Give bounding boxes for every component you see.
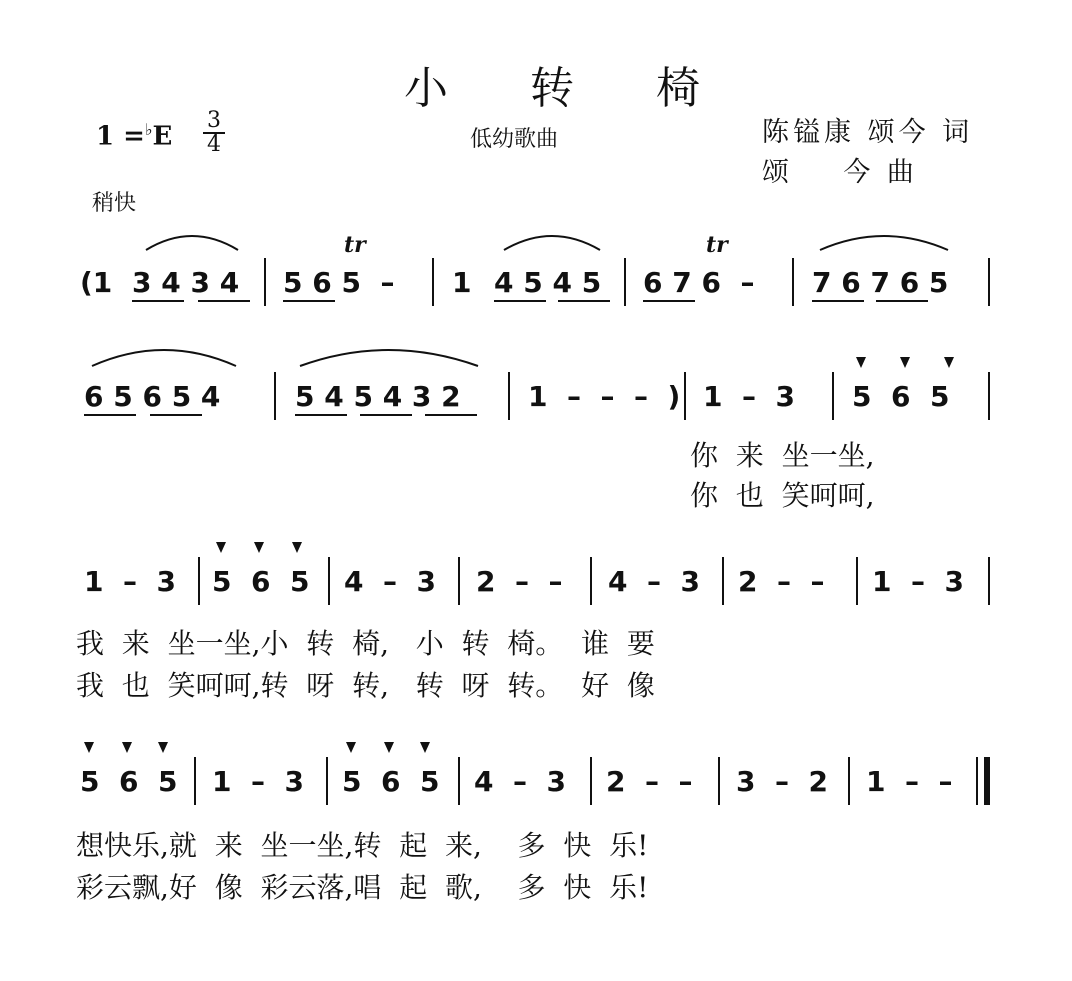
measure-5: 7 6 7 6 5 [812,266,949,299]
measure-11: 1 – 3 [84,565,176,598]
time-top: 3 [207,108,221,133]
measure-7: 5 4 5 4 3 2 [295,380,461,413]
measure-1b: 3 4 3 4 [132,266,240,299]
trill-mark: tr [706,232,728,258]
slur [504,236,600,250]
measure-2: 5 6 5 – [283,266,395,299]
measure-24: 1 – – [866,765,953,798]
key-note: E [152,121,173,152]
measure-22: 2 – – [606,765,693,798]
slur [300,350,478,366]
slur [146,236,238,250]
trill-mark: tr [344,232,366,258]
flat-sign: ♭ [144,120,153,139]
measure-13: 4 – 3 [344,565,436,598]
lyric-line: 我 也 笑呵呵,转 呀 转, 转 呀 转。 好 像 [76,669,655,702]
song-title: 小 转 椅 [404,63,734,114]
lyric-line: 你 也 笑呵呵, [690,479,875,512]
song-style: 低幼歌曲 [470,127,559,152]
slur [92,350,236,366]
measure-16: 2 – – [738,565,825,598]
measure-21: 4 – 3 [474,765,566,798]
measure-6: 6 5 6 5 4 [84,380,221,413]
measure-10: 5 6 5 [852,380,950,413]
slur [820,236,948,250]
measure-8: 1 – – – ) [528,380,681,413]
key-prefix: 1 = [96,121,145,152]
time-bottom: 4 [203,132,225,156]
measure-20: 5 6 5 [342,765,440,798]
measure-19: 1 – 3 [212,765,304,798]
measure-3b: 4 5 4 5 [494,266,602,299]
measure-18: 5 6 5 [80,765,178,798]
measure-15: 4 – 3 [608,565,700,598]
lyric-line: 我 来 坐一坐,小 转 椅, 小 转 椅。 谁 要 [76,627,655,660]
lyric-line: 彩云飘,好 像 彩云落,唱 起 歌, 多 快 乐! [76,871,649,904]
composer-credit: 颂 今 曲 [762,157,918,188]
measure-4: 6 7 6 – [643,266,755,299]
lyric-line: 你 来 坐一坐, [690,439,875,472]
measure-12: 5 6 5 [212,565,310,598]
measure-17: 1 – 3 [872,565,964,598]
measure-3a: 1 [452,266,472,299]
tempo-marking: 稍快 [92,191,137,216]
measure-9: 1 – 3 [703,380,795,413]
measure-1: (1 [80,266,113,299]
lyricist-credit: 陈镒康 颂今 词 [762,117,974,148]
measure-14: 2 – – [476,565,563,598]
measure-23: 3 – 2 [736,765,828,798]
lyric-line: 想快乐,就 来 坐一坐,转 起 来, 多 快 乐! [76,829,649,862]
